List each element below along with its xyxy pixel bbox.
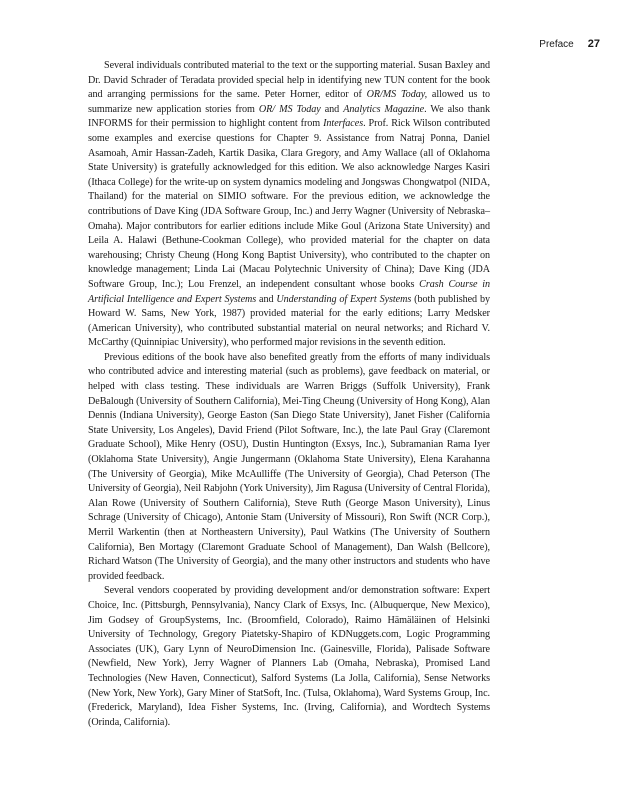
italic-title: OR/ MS Today bbox=[258, 103, 321, 115]
text-run: (both published by Howard W. Sams, New York, 1987) provided material for the early editions; Larry Medsker (American University), who contributed substantial material on neural networks; and Richard V. McCarthy (Quinnipiac University), who performed major revisions in the seventh edition. bbox=[88, 293, 490, 349]
text-run: and bbox=[320, 103, 344, 115]
body-text bbox=[88, 59, 490, 730]
text-run: allowed us to summarize new application stories from bbox=[88, 89, 490, 115]
text-run: Previous editions of the book have also benefited greatly from the efforts of many individuals who contributed advice and interesting material (such as problems), gave feedback on material, or helped with class testing. These individuals are Warren Briggs (Suffolk University), Frank DeBalough (University of Southern California), Mei-Ting Cheung (University of Hong Kong), Alan Dennis (Indiana University), George Easton (San Diego State University), Janet Fisher (California State University, Los Angeles), David Friend (Pilot Software, Inc.), the late Paul Gray (Claremont Graduate School), Mike Henry (OSU), Dustin Huntington (Exsys, Inc.), Subramanian Rama Iyer (Oklahoma State University), Angie Jungermann (Oklahoma State University), Elena Karahanna (The University of Georgia), Mike McAulliffe (The University of Georgia), Chad Peterson (The University of Georgia), Neil Rabjohn (York University), Jim Ragusa (University of Central Florida), Alan Rowe (University of Southern California), Steve Ruth (George Mason University), Linus Schrage (University of Chicago), Antonie Stam (University of Missouri), Ron Swift (NCR Corp.), Merril Warkentin (then at Northeastern University), Paul Watkins (The University of Southern California), Ben Mortagy (Claremont Graduate School of Management), Dan Walsh (Bellcore), Richard Watson (The University of Georgia), and the many other instructors and students who have provided feedback. bbox=[88, 351, 490, 582]
italic-title: Analytics Magazine bbox=[343, 103, 425, 115]
italic-title: OR/MS Today, bbox=[366, 89, 428, 101]
text-run: Several vendors cooperated by providing development and/or demonstration software: Expert Choice, Inc. (Pittsburgh, Pennsylvania), Nancy Clark of Exsys, Inc. (Albuquerque, New Mexico), Jim Godsey of GroupSystems, Inc. (Broomfield, Colorado), Raimo Hämäläinen of Helsinki University of Technology, Gregory Piatetsky-Shapiro of KDNuggets.com, Logic Programming Associates (UK), Gary Lynn of NeuroDimension Inc. (Gainesville, Florida), Palisade Software (Newfield, New York), Jerry Wagner of Planners Lab (Omaha, Nebraska), Promised Land Technologies (New Haven, Connecticut), Salford Systems (La Jolla, California), Sense Networks (New York, New York), Gary Miner of StatSoft, Inc. (Tulsa, Oklahoma), Ward Systems Group, Inc. (Frederick, Maryland), Idea Fisher Systems, Inc. (Irving, California), and Wordtech Systems (Orinda, California). bbox=[88, 585, 490, 728]
italic-title: Understanding of Expert Systems bbox=[276, 293, 412, 305]
running-head bbox=[539, 38, 600, 50]
text-run: . We also thank INFORMS for their permission to highlight content from bbox=[88, 103, 490, 130]
italic-title: Crash Course in Artificial Intelligence and Expert Systems bbox=[88, 278, 490, 305]
text-run: . Prof. Rick Wilson contributed some examples and exercise questions for Chapter 9. Assistance from Natraj Ponna, Daniel Asamoah, Amir Hassan-Zadeh, Kartik Dasika, Clara Gregory, and Amy Wallace (all of Oklahoma State University) is gratefully acknowledged for this edition. We also acknowledge Narges Kasiri (Ithaca College) for the write-up on system dynamics modeling and Jongswas Chongwatpol (NIDA, Thailand) for the material on SIMIO software. For the previous edition, we acknowledge the contributions of Dave King (JDA Software Group, Inc.) and Jerry Wagner (University of Nebraska–Omaha). Major contributors for earlier editions include Mike Goul (Arizona State University) and Leila A. Halawi (Bethune-Cookman College), who provided material for the chapter on data warehousing; Christy Cheung (Hong Kong Baptist University), who contributed to the chapter on knowledge management; Linda Lai (Macau Polytechnic University of China); Dave King (JDA Software Group, Inc.); Lou Frenzel, an independent consultant whose books bbox=[88, 118, 490, 290]
paragraph bbox=[88, 584, 490, 730]
paragraph bbox=[88, 59, 490, 351]
page-number: 27 bbox=[587, 38, 600, 50]
text-run: and bbox=[256, 293, 277, 305]
paragraph bbox=[88, 351, 490, 585]
text-run: Several individuals contributed material to the text or the supporting material. Susan Baxley and Dr. David Schrader of Teradata provided special help in identifying new TUN content for the book and arranging permissions for the same. Peter Horner, editor of bbox=[88, 60, 490, 101]
italic-title: Interfaces bbox=[323, 118, 364, 130]
section-title: Preface bbox=[539, 39, 574, 50]
